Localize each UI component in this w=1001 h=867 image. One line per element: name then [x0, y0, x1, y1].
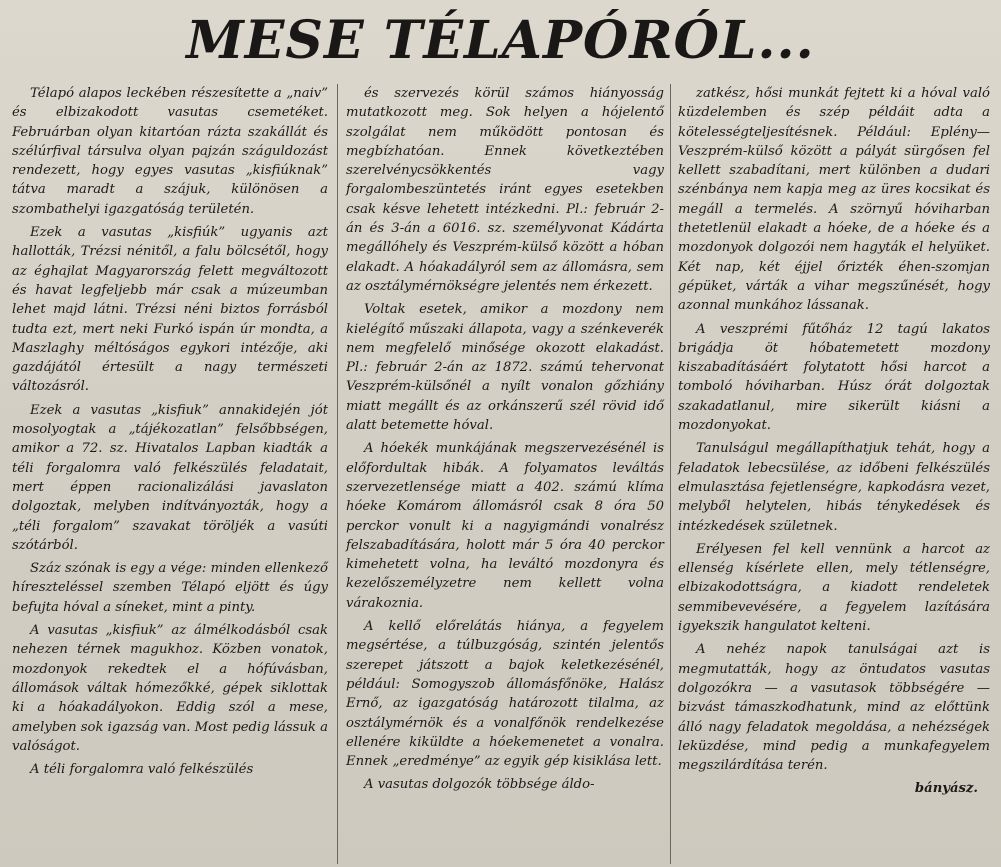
paragraph: zatkész, hősi munkát fejtett ki a hóval való küzdelemben és szép példáit adta a kötelességteljesítésnek. Például: Eplény—Veszprém-külső között a pályát sürgősen fel kellett szabadítani, mert különben a dudari szénbánya nem kapja meg az üres kocsikat és megáll a termelés. A szörnyű hóviharban thetetlenül elakadt a hóeke, de a hóeke és a mozdonyok dolgozói nem hagyták el helyüket. Két nap, két éjjel őrizték éhen-szomjan gépüket, várták a vihar megszűnését, hogy azonnal munkához lássanak.: [678, 86, 990, 314]
paragraph: A vasutas dolgozók többsége áldo-: [364, 777, 595, 793]
paragraph: Télapó alapos leckében részesítette a „naiv” és elbizakodott vasutas csemetéket. Februárban olyan kitartóan rázta szakállát és szélúrfival társulva olyan pajzán száguldozást rendezett, hogy egyes vasutas „kisfiúknak” tátva maradt a szájuk, különösen a szombathelyi igazgatóság területén.: [12, 86, 328, 217]
author-signature: bányász.: [914, 781, 978, 797]
column-divider: [670, 84, 671, 864]
article-column-2: [346, 84, 664, 799]
paragraph: A veszprémi fűtőház 12 tagú lakatos brigádja öt hóbatemetett mozdony kiszabadításáért folytatott hősi harcot a tomboló hóviharban. Húsz órát dolgoztak szakadatlanul, mire sikerült kiásni a mozdonyokat.: [678, 321, 990, 434]
article-title: MESE TÉLAPÓRÓL...: [186, 10, 815, 71]
paragraph: Erélyesen fel kell vennünk a harcot az ellenség kísérlete ellen, mely tétlenségre, elbizakodottságra, a kiadott rendeletek semmibevevésére, a fegyelem lazítására igyekszik hangulatot kelteni.: [678, 541, 990, 635]
paragraph: A téli forgalomra való felkészülés: [30, 762, 254, 778]
paragraph: Ezek a vasutas „kisfiuk” annakidején jót mosolyogtak a „tájékozatlan” felsőbbségen, amikor a 72. sz. Hivatalos Lapban kiadták a téli forgalomra való felkészülés feladatait, mert éppen racionalizálási javaslaton dolgoztak, melyben indítványozták, hogy a „téli forgalom” szavakat töröljék a vasúti szótárból.: [12, 402, 328, 553]
column-divider: [337, 84, 338, 864]
paragraph: Száz szónak is egy a vége: minden ellenkező híreszteléssel szemben Télapó eljött és úgy befujta hóval a síneket, mint a pinty.: [12, 561, 328, 615]
paragraph: A kellő előrelátás hiánya, a fegyelem megsértése, a túlbuzgóság, szintén jelentős szerepet játszott a bajok keletkezésénél, például: Somogyszob állomásfőnöke, Halász Ernő, az igazgatóság határozott tilalma, az osztálymérnök és a vonalfőnök rendelkezése ellenére kiküldte a hóekemenetet a vonalra. Ennek „eredménye” az egyik gép kisiklása lett.: [346, 619, 664, 770]
paragraph: Voltak esetek, amikor a mozdony nem kielégítő műszaki állapota, vagy a szénkeverék nem megfelelő minősége okozott elakadást. Pl.: február 2-án az 1872. számú tehervonat Veszprém-külsőnél a nyílt vonalon gőzhiány miatt megállt és az orkánszerű szél rövid idő alatt betemette hóval.: [346, 302, 664, 434]
paragraph: Tanulságul megállapíthatjuk tehát, hogy a feladatok lebecsülése, az időbeni felkészülés elmulasztása fejetlenségre, kapkodásra vezet, melyből helytelen, hibás ténykedések és intézkedések születnek.: [678, 441, 990, 534]
paragraph: A vasutas „kisfiuk” az álmélkodásból csak nehezen térnek magukhoz. Közben vonatok, mozdonyok rekedtek el a hófúvásban, állomások váltak hómezőkké, gépek siklottak ki a hóakadályokon. Eddig szól a mese, amelyben sok igazság van. Most pedig lássuk a valóságot.: [12, 623, 328, 754]
paragraph: és szervezés körül számos hiányosság mutatkozott meg. Sok helyen a hójelentő szolgálat nem működött pontosan és megbízhatóan. Ennek következtében szerelvénycsökkentés vagy forgalombeszüntetés iránt egyes esetekben csak késve lehetett intézkedni. Pl.: február 2-án és 3-án a 6016. sz. személyvonat Kádárta megállóhely és Veszprém-külső között a hóban elakadt. A hóakadályról sem az állomásra, sem az osztálymérnökségre jelentés nem érkezett.: [346, 86, 664, 294]
article-column-3: [678, 84, 990, 799]
paragraph: Ezek a vasutas „kisfiúk” ugyanis azt hallották, Trézsi nénitől, a falu bölcsétől, hogy az éghajlat Magyarország felett megváltozott és havat legfeljebb már csak a múzeumban lehet majd látni. Trézsi néni biztos forrásból tudta ezt, mert neki Furkó ispán úr mondta, a Maszlaghy méltóságos egykori intézője, aki gazdájától értesült a nagy természeti változásról.: [12, 225, 328, 395]
paragraph: A hóekék munkájának megszervezésénél is előfordultak hibák. A folyamatos leváltás szervezetlensége miatt a 402. számú klíma hóeke Komárom állomásról csak 8 óra 50 perckor vonult ki a nagyigmándi vonalrész felszabadítására, holott már 5 óra 40 perckor kimehetett volna, ha leváltó mozdonyra és kezelőszemélyzetre nem kellett volna várakoznia.: [346, 441, 664, 611]
paragraph: A nehéz napok tanulságai azt is megmutatták, hogy az öntudatos vasutas dolgozókra — a vasutasok többségére — bizvást támaszkodhatunk, mind az előttünk álló nagy feladatok megoldása, a nehézségek leküzdése, mind pedig a munkafegyelem megszilárdítása terén.: [678, 642, 990, 774]
article-column-1: [12, 84, 328, 783]
